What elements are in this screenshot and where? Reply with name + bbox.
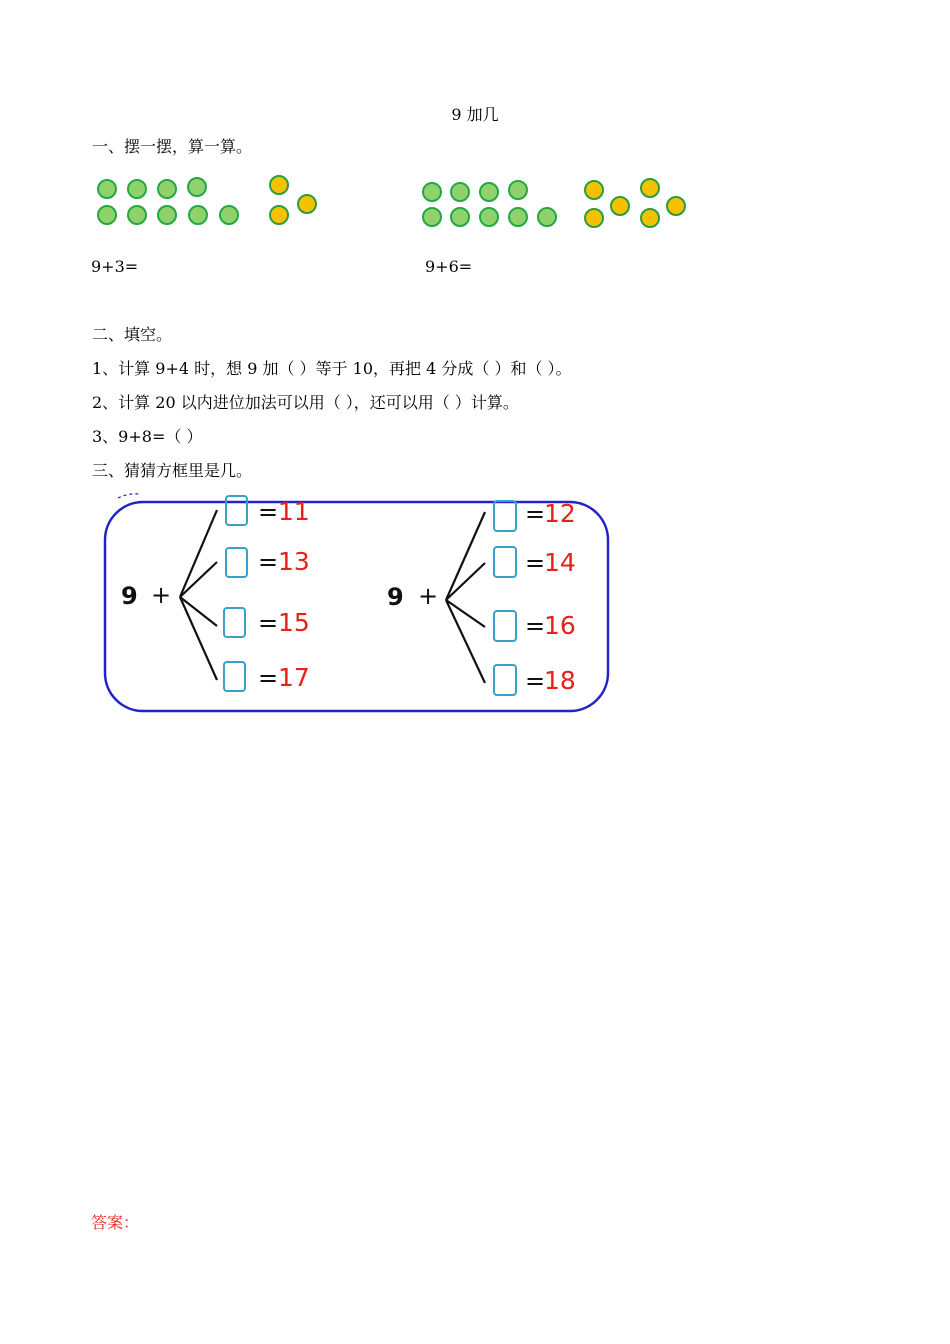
left-equals-3: = (258, 609, 279, 637)
orange-dot (610, 196, 630, 216)
answer-box-right-2 (494, 547, 516, 577)
orange-dot (269, 175, 289, 195)
orange-dot (640, 178, 660, 198)
green-dot (422, 207, 442, 227)
green-dot (508, 180, 528, 200)
orange-dot (584, 180, 604, 200)
fill-blank-item-3: 3、9+8=（ ） (92, 427, 203, 446)
green-dot (157, 205, 177, 225)
guess-diagram (100, 490, 620, 720)
green-dot (422, 182, 442, 202)
right-result-4: 18 (544, 666, 576, 695)
left-addend: 9 (121, 582, 138, 610)
answer-box-right-1 (494, 501, 516, 531)
left-equals-2: = (258, 548, 279, 576)
green-dot (219, 205, 239, 225)
left-result-4: 17 (278, 663, 310, 692)
answer-box-left-3 (224, 608, 245, 637)
green-dot (127, 205, 147, 225)
left-equals-1: = (258, 498, 279, 526)
left-result-1: 11 (278, 497, 310, 526)
answer-box-left-4 (224, 662, 245, 691)
fill-blank-item-2: 2、计算 20 以内进位加法可以用（ ），还可以用（ ）计算。 (92, 393, 519, 412)
section-1-heading: 一、摆一摆，算一算。 (92, 137, 253, 156)
page-title: 9 加几 (451, 105, 499, 124)
orange-dot (269, 205, 289, 225)
orange-dot (640, 208, 660, 228)
right-equals-3: = (525, 612, 546, 640)
right-equals-2: = (525, 549, 546, 577)
fill-blank-item-1: 1、计算 9+4 时，想 9 加（ ）等于 10，再把 4 分成（ ）和（ ）。 (92, 359, 572, 378)
green-dot (187, 177, 207, 197)
right-result-3: 16 (544, 611, 576, 640)
right-result-2: 14 (544, 548, 576, 577)
answer-box-right-3 (494, 611, 516, 641)
dashed-mark (118, 494, 140, 498)
green-dot (97, 205, 117, 225)
answer-box-left-1 (226, 496, 247, 525)
right-result-1: 12 (544, 499, 576, 528)
green-dot (188, 205, 208, 225)
left-result-2: 13 (278, 547, 310, 576)
section-2-heading: 二、填空。 (92, 325, 173, 344)
orange-dot (297, 194, 317, 214)
right-branch-lines (446, 512, 485, 683)
green-dot (479, 182, 499, 202)
right-equals-1: = (525, 500, 546, 528)
section-3-heading: 三、猜猜方框里是几。 (92, 461, 253, 480)
green-dot (537, 207, 557, 227)
right-addend: 9 (387, 583, 404, 611)
green-dot (97, 179, 117, 199)
left-result-3: 15 (278, 608, 310, 637)
green-dot (127, 179, 147, 199)
green-dot (450, 207, 470, 227)
orange-dot (666, 196, 686, 216)
right-equals-4: = (525, 667, 546, 695)
green-dot (157, 179, 177, 199)
left-equals-4: = (258, 664, 279, 692)
green-dot (479, 207, 499, 227)
green-dot (450, 182, 470, 202)
left-plus: + (151, 581, 172, 609)
answer-box-right-4 (494, 665, 516, 695)
answer-label: 答案： (91, 1213, 140, 1232)
answer-box-left-2 (226, 548, 247, 577)
equation-2: 9+6= (425, 257, 473, 276)
left-branch-lines (180, 510, 217, 680)
right-plus: + (418, 582, 439, 610)
orange-dot (584, 208, 604, 228)
equation-1: 9+3= (91, 257, 139, 276)
green-dot (508, 207, 528, 227)
